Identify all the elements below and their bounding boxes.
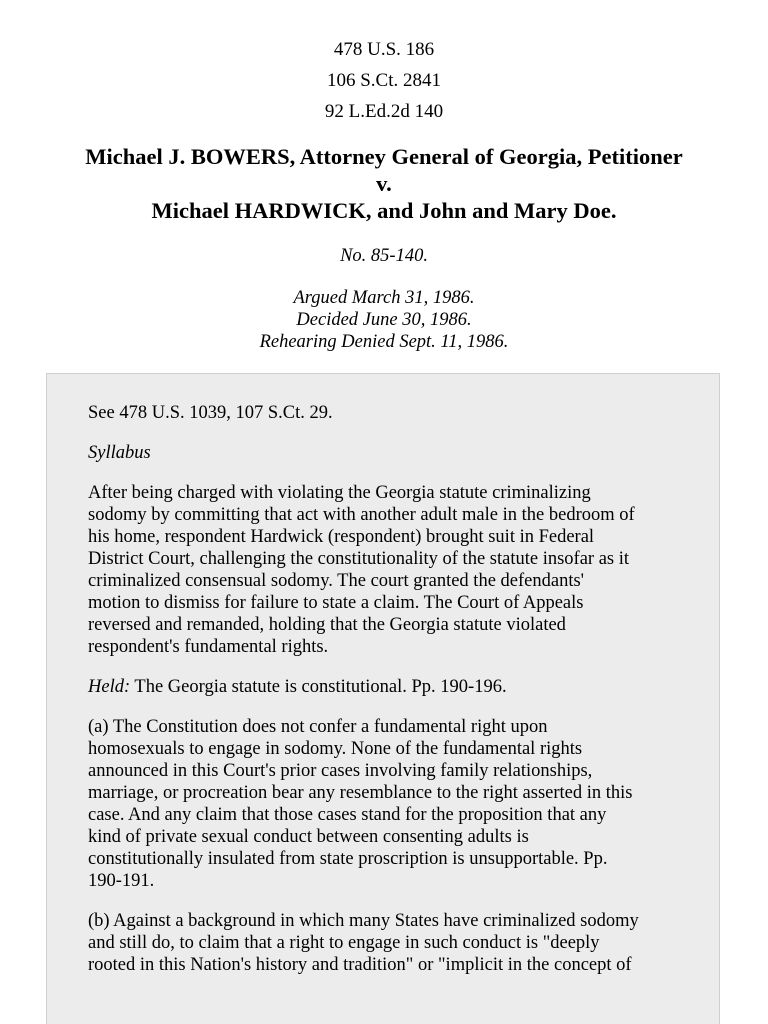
syllabus-content	[88, 402, 688, 994]
point-b-line: and still do, to claim that a right to engage in such conduct is "deeply	[88, 933, 600, 953]
decided-date: Decided June 30, 1986.	[296, 310, 472, 330]
syllabus-panel	[46, 373, 720, 1024]
caption-respondent: Michael HARDWICK, and John and Mary Doe.	[151, 198, 617, 223]
held-paragraph	[88, 676, 688, 698]
summary-line: sodomy by committing that act with another adult male in the bedroom of	[88, 505, 635, 525]
summary-line: respondent's fundamental rights.	[88, 637, 329, 657]
case-dates	[0, 287, 768, 353]
point-a-line: homosexuals to engage in sodomy. None of the fundamental rights	[88, 739, 583, 759]
point-b-line: rooted in this Nation's history and tradition" or "implicit in the concept of	[88, 955, 632, 975]
point-a-line: case. And any claim that those cases stand for the proposition that any	[88, 805, 607, 825]
held-text: The Georgia statute is constitutional. Pp. 190-196.	[130, 677, 507, 697]
summary-line: District Court, challenging the constitutionality of the statute insofar as it	[88, 549, 630, 569]
point-a-line: announced in this Court's prior cases involving family relationships,	[88, 761, 593, 781]
rehearing-date: Rehearing Denied Sept. 11, 1986.	[259, 332, 509, 352]
point-b-paragraph	[88, 910, 688, 976]
see-also-citation: See 478 U.S. 1039, 107 S.Ct. 29.	[88, 403, 333, 423]
held-label: Held:	[88, 677, 131, 697]
summary-line: his home, respondent Hardwick (respondent) brought suit in Federal	[88, 527, 595, 547]
summary-line: criminalized consensual sodomy. The court granted the defendants'	[88, 571, 584, 591]
point-b-line: (b) Against a background in which many States have criminalized sodomy	[88, 911, 639, 931]
case-caption	[0, 143, 768, 224]
syllabus-heading: Syllabus	[88, 443, 151, 463]
point-a-paragraph	[88, 716, 688, 892]
point-a-line: (a) The Constitution does not confer a fundamental right upon	[88, 717, 548, 737]
point-a-line: marriage, or procreation bear any resemblance to the right asserted in this	[88, 783, 633, 803]
citation-supreme-court-reporter: 106 S.Ct. 2841	[326, 70, 442, 91]
summary-line: reversed and remanded, holding that the Georgia statute violated	[88, 615, 566, 635]
syllabus-summary-paragraph	[88, 482, 688, 658]
summary-line: motion to dismiss for failure to state a claim. The Court of Appeals	[88, 593, 584, 613]
caption-versus: v.	[376, 171, 392, 196]
point-a-line: 190-191.	[88, 871, 155, 891]
summary-line: After being charged with violating the Georgia statute criminalizing	[88, 483, 591, 503]
caption-petitioner: Michael J. BOWERS, Attorney General of Georgia, Petitioner	[85, 144, 683, 169]
citations-block	[0, 34, 768, 127]
citation-lawyers-edition: 92 L.Ed.2d 140	[324, 101, 444, 122]
point-a-line: kind of private sexual conduct between consenting adults is	[88, 827, 529, 847]
citation-us-reports: 478 U.S. 186	[333, 39, 435, 60]
argued-date: Argued March 31, 1986.	[293, 288, 475, 308]
point-a-line: constitutionally insulated from state proscription is unsupportable. Pp.	[88, 849, 608, 869]
docket-number: No. 85-140.	[340, 246, 428, 266]
